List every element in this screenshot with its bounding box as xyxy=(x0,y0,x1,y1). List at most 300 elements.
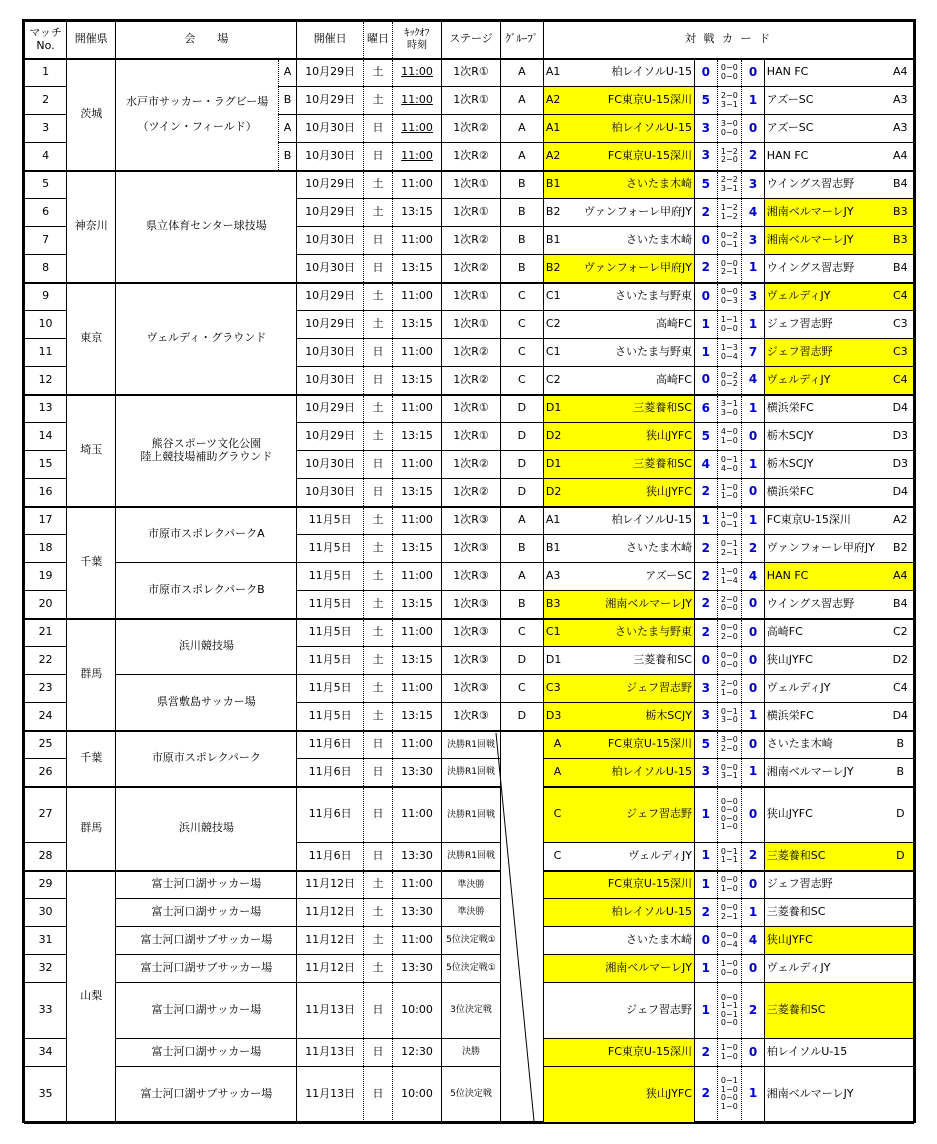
prefecture-cell: 東京 xyxy=(67,283,116,395)
home-score: 2 xyxy=(694,619,717,647)
away-seed: D4 xyxy=(888,479,914,507)
home-score: 3 xyxy=(694,759,717,787)
match-number: 22 xyxy=(25,647,67,675)
kickoff-cell: 13:15 xyxy=(392,703,441,731)
table-row xyxy=(25,675,914,703)
day-cell: 土 xyxy=(364,563,393,591)
venue-cell: 浜川競技場 xyxy=(116,619,297,675)
half-score: 0−0 xyxy=(720,796,738,806)
half-score: 0−0 xyxy=(720,258,738,268)
stage-cell: 1次R③ xyxy=(442,703,501,731)
half-scores xyxy=(717,619,742,647)
home-team: ジェフ習志野 xyxy=(571,675,694,703)
half-score: 2−0 xyxy=(720,91,738,101)
match-number: 4 xyxy=(25,143,67,171)
half-score: 3−0 xyxy=(720,407,738,417)
away-seed: C3 xyxy=(888,311,914,339)
home-seed: D2 xyxy=(543,423,571,451)
home-seed: C2 xyxy=(543,367,571,395)
stage-cell: 1次R② xyxy=(442,143,501,171)
kickoff-cell: 11:00 xyxy=(392,283,441,311)
half-score: 3−1 xyxy=(720,99,738,109)
away-team: 狭山JYFC xyxy=(764,787,887,843)
home-team: 高崎FC xyxy=(571,311,694,339)
date-cell: 10月30日 xyxy=(297,115,364,143)
home-team: 柏レイソルU-15 xyxy=(571,899,694,927)
home-seed: A2 xyxy=(543,87,571,115)
half-score: 1−1 xyxy=(720,855,738,865)
field-cell: B xyxy=(278,143,296,171)
venue-cell: 市原市スポレクパークB xyxy=(116,563,297,619)
half-score: 0−0 xyxy=(720,992,738,1002)
away-seed xyxy=(888,1067,914,1123)
half-score: 0−1 xyxy=(720,1076,738,1086)
day-cell: 土 xyxy=(364,647,393,675)
date-cell: 11月5日 xyxy=(297,591,364,619)
home-score: 1 xyxy=(694,507,717,535)
half-score: 3−1 xyxy=(720,183,738,193)
table-row xyxy=(25,1067,914,1123)
kickoff-cell: 13:15 xyxy=(392,535,441,563)
home-seed: A xyxy=(543,731,571,759)
date-cell: 11月5日 xyxy=(297,563,364,591)
half-score: 0−0 xyxy=(720,651,738,661)
stage-cell: 1次R③ xyxy=(442,647,501,675)
venue-cell: 水戸市サッカー・ラグビー場 （ツイン・フィールド） xyxy=(116,59,278,171)
home-seed: C3 xyxy=(543,675,571,703)
away-score: 0 xyxy=(742,787,765,843)
away-team: ヴァンフォーレ甲府JY xyxy=(764,535,887,563)
half-score: 1−0 xyxy=(720,959,738,969)
home-seed xyxy=(543,983,571,1039)
home-score: 2 xyxy=(694,899,717,927)
half-score: 1−0 xyxy=(720,687,738,697)
day-cell: 土 xyxy=(364,507,393,535)
stage-cell: 準決勝 xyxy=(442,871,501,899)
match-number: 18 xyxy=(25,535,67,563)
away-score: 0 xyxy=(742,423,765,451)
home-team: さいたま木崎 xyxy=(571,535,694,563)
half-score: 1−0 xyxy=(720,482,738,492)
away-team: 狭山JYFC xyxy=(764,647,887,675)
home-team: FC東京U-15深川 xyxy=(571,871,694,899)
half-score: 0−1 xyxy=(720,1009,738,1019)
away-seed: A3 xyxy=(888,87,914,115)
half-score: 2−0 xyxy=(720,155,738,165)
match-number: 17 xyxy=(25,507,67,535)
match-number: 26 xyxy=(25,759,67,787)
date-cell: 11月5日 xyxy=(297,507,364,535)
field-cell: A xyxy=(278,115,296,143)
away-score: 1 xyxy=(742,703,765,731)
kickoff-cell: 11:00 xyxy=(392,927,441,955)
match-number: 27 xyxy=(25,787,67,843)
home-seed: A1 xyxy=(543,507,571,535)
half-score: 1−1 xyxy=(720,1001,738,1011)
away-seed: D4 xyxy=(888,703,914,731)
half-scores xyxy=(717,59,742,87)
header-match-no: マッチ No. xyxy=(25,22,67,59)
schedule-sheet xyxy=(22,19,916,1123)
venue-cell: 富士河口湖サブサッカー場 xyxy=(116,955,297,983)
away-team: 柏レイソルU-15 xyxy=(764,1039,887,1067)
away-team: 三菱養和SC xyxy=(764,843,887,871)
away-team: FC東京U-15深川 xyxy=(764,507,887,535)
date-cell: 11月5日 xyxy=(297,703,364,731)
home-score: 2 xyxy=(694,199,717,227)
away-score: 0 xyxy=(742,647,765,675)
match-number: 35 xyxy=(25,1067,67,1123)
half-score: 3−0 xyxy=(720,119,738,129)
away-score: 3 xyxy=(742,171,765,199)
half-score: 0−3 xyxy=(720,295,738,305)
half-scores xyxy=(717,423,742,451)
home-seed: D3 xyxy=(543,703,571,731)
match-number: 21 xyxy=(25,619,67,647)
home-seed: B2 xyxy=(543,255,571,283)
home-score: 2 xyxy=(694,255,717,283)
day-cell: 日 xyxy=(364,227,393,255)
group-cell: B xyxy=(500,171,543,199)
away-seed: B3 xyxy=(888,199,914,227)
group-cell: A xyxy=(500,143,543,171)
match-number: 23 xyxy=(25,675,67,703)
date-cell: 10月30日 xyxy=(297,451,364,479)
home-team: 柏レイソルU-15 xyxy=(571,759,694,787)
half-score: 1−0 xyxy=(720,1051,738,1061)
half-scores xyxy=(717,283,742,311)
home-score: 2 xyxy=(694,563,717,591)
half-score: 1−0 xyxy=(720,883,738,893)
half-score: 4−0 xyxy=(720,463,738,473)
date-cell: 11月13日 xyxy=(297,1039,364,1067)
away-team: ジェフ習志野 xyxy=(764,339,887,367)
kickoff-cell: 11:00 xyxy=(392,871,441,899)
group-cell: D xyxy=(500,423,543,451)
home-seed: C2 xyxy=(543,311,571,339)
match-number: 1 xyxy=(25,59,67,87)
stage-cell: 決勝R1回戦 xyxy=(442,843,501,871)
home-score: 0 xyxy=(694,647,717,675)
day-cell: 土 xyxy=(364,871,393,899)
date-cell: 10月29日 xyxy=(297,395,364,423)
home-score: 0 xyxy=(694,927,717,955)
away-team: 高崎FC xyxy=(764,619,887,647)
venue-cell: 富士河口湖サッカー場 xyxy=(116,983,297,1039)
away-score: 1 xyxy=(742,255,765,283)
away-team: 三菱養和SC xyxy=(764,983,887,1039)
half-score: 1−0 xyxy=(720,1101,738,1111)
away-team: ウイングス習志野 xyxy=(764,255,887,283)
match-number: 2 xyxy=(25,87,67,115)
stage-cell: 1次R③ xyxy=(442,675,501,703)
day-cell: 土 xyxy=(364,535,393,563)
half-scores xyxy=(717,115,742,143)
table-row xyxy=(25,563,914,591)
home-team: 狭山JYFC xyxy=(571,423,694,451)
stage-cell: 1次R② xyxy=(442,451,501,479)
home-seed: B1 xyxy=(543,171,571,199)
half-scores xyxy=(717,871,742,899)
home-seed: D1 xyxy=(543,451,571,479)
venue-cell: 県営敷島サッカー場 xyxy=(116,675,297,731)
day-cell: 土 xyxy=(364,899,393,927)
half-score: 0−1 xyxy=(720,519,738,529)
group-cell: C xyxy=(500,367,543,395)
half-score: 2−0 xyxy=(720,594,738,604)
kickoff-cell: 11:00 xyxy=(392,59,441,87)
away-score: 0 xyxy=(742,1039,765,1067)
half-scores xyxy=(717,143,742,171)
half-scores xyxy=(717,367,742,395)
away-score: 1 xyxy=(742,1067,765,1123)
date-cell: 10月29日 xyxy=(297,171,364,199)
half-score: 1−0 xyxy=(720,1043,738,1053)
half-scores xyxy=(717,395,742,423)
header-row xyxy=(25,22,914,59)
home-score: 1 xyxy=(694,871,717,899)
match-number: 16 xyxy=(25,479,67,507)
away-score: 4 xyxy=(742,927,765,955)
half-score: 1−2 xyxy=(720,146,738,156)
kickoff-cell: 10:00 xyxy=(392,983,441,1039)
date-cell: 10月29日 xyxy=(297,423,364,451)
kickoff-cell: 13:15 xyxy=(392,367,441,395)
date-cell: 11月6日 xyxy=(297,843,364,871)
group-cell: C xyxy=(500,283,543,311)
match-number: 24 xyxy=(25,703,67,731)
match-number: 15 xyxy=(25,451,67,479)
table-row xyxy=(25,787,914,843)
kickoff-cell: 11:00 xyxy=(392,143,441,171)
day-cell: 日 xyxy=(364,787,393,843)
stage-cell: 1次R① xyxy=(442,311,501,339)
home-team: さいたま与野東 xyxy=(571,619,694,647)
table-row xyxy=(25,927,914,955)
away-seed: D xyxy=(888,787,914,843)
home-seed xyxy=(543,1039,571,1067)
home-score: 5 xyxy=(694,731,717,759)
kickoff-cell: 11:00 xyxy=(392,339,441,367)
away-score: 0 xyxy=(742,59,765,87)
match-number: 14 xyxy=(25,423,67,451)
home-team: さいたま木崎 xyxy=(571,227,694,255)
away-score: 1 xyxy=(742,395,765,423)
kickoff-cell: 13:15 xyxy=(392,591,441,619)
half-score: 0−1 xyxy=(720,706,738,716)
half-scores xyxy=(717,87,742,115)
away-seed: D xyxy=(888,843,914,871)
away-team: 横浜栄FC xyxy=(764,479,887,507)
date-cell: 11月6日 xyxy=(297,759,364,787)
half-score: 0−0 xyxy=(720,875,738,885)
half-score: 2−2 xyxy=(720,175,738,185)
date-cell: 11月13日 xyxy=(297,983,364,1039)
stage-cell: 1次R① xyxy=(442,283,501,311)
day-cell: 土 xyxy=(364,591,393,619)
half-scores xyxy=(717,983,742,1039)
home-score: 2 xyxy=(694,479,717,507)
away-score: 0 xyxy=(742,115,765,143)
home-score: 5 xyxy=(694,171,717,199)
home-seed: B3 xyxy=(543,591,571,619)
kickoff-cell: 10:00 xyxy=(392,1067,441,1123)
half-score: 1−0 xyxy=(720,435,738,445)
day-cell: 日 xyxy=(364,143,393,171)
match-number: 19 xyxy=(25,563,67,591)
home-seed xyxy=(543,871,571,899)
kickoff-cell: 11:00 xyxy=(392,731,441,759)
half-score: 0−0 xyxy=(720,1093,738,1103)
match-number: 20 xyxy=(25,591,67,619)
away-seed: C4 xyxy=(888,675,914,703)
away-team: HAN FC xyxy=(764,143,887,171)
kickoff-cell: 11:00 xyxy=(392,563,441,591)
table-row xyxy=(25,59,914,87)
date-cell: 11月13日 xyxy=(297,1067,364,1123)
half-score: 0−0 xyxy=(720,903,738,913)
away-seed: A3 xyxy=(888,115,914,143)
header-date: 開催日 xyxy=(297,22,364,59)
home-seed xyxy=(543,927,571,955)
stage-cell: 決勝R1回戦 xyxy=(442,731,501,759)
away-team: 湘南ベルマーレJY xyxy=(764,759,887,787)
away-score: 0 xyxy=(742,619,765,647)
stage-cell: 1次R① xyxy=(442,59,501,87)
half-score: 0−0 xyxy=(720,805,738,815)
date-cell: 10月30日 xyxy=(297,479,364,507)
match-schedule-table xyxy=(24,21,914,1124)
kickoff-cell: 11:00 xyxy=(392,787,441,843)
kickoff-cell: 13:15 xyxy=(392,423,441,451)
stage-cell: 準決勝 xyxy=(442,899,501,927)
home-seed: A3 xyxy=(543,563,571,591)
day-cell: 土 xyxy=(364,283,393,311)
home-team: 栃木SCJY xyxy=(571,703,694,731)
home-score: 0 xyxy=(694,227,717,255)
half-score: 1−0 xyxy=(720,1084,738,1094)
stage-cell: 決勝R1回戦 xyxy=(442,759,501,787)
home-score: 3 xyxy=(694,143,717,171)
away-score: 3 xyxy=(742,227,765,255)
away-seed: D3 xyxy=(888,423,914,451)
table-row xyxy=(25,507,914,535)
half-scores xyxy=(717,787,742,843)
away-score: 1 xyxy=(742,451,765,479)
half-score: 0−0 xyxy=(720,287,738,297)
home-team: 三菱養和SC xyxy=(571,395,694,423)
away-seed: B2 xyxy=(888,535,914,563)
header-match-card: 対 戦 カ ー ド xyxy=(543,22,913,59)
away-score: 1 xyxy=(742,507,765,535)
stage-cell: 1次R② xyxy=(442,227,501,255)
header-stage: ステージ xyxy=(442,22,501,59)
home-team: 三菱養和SC xyxy=(571,451,694,479)
day-cell: 日 xyxy=(364,1067,393,1123)
away-team: ウイングス習志野 xyxy=(764,171,887,199)
group-cell: B xyxy=(500,227,543,255)
home-team: 高崎FC xyxy=(571,367,694,395)
away-team: HAN FC xyxy=(764,563,887,591)
prefecture-cell: 千葉 xyxy=(67,731,116,787)
home-team: 湘南ベルマーレJY xyxy=(571,591,694,619)
stage-cell: 決勝 xyxy=(442,1039,501,1067)
away-seed: A4 xyxy=(888,563,914,591)
half-score: 1−0 xyxy=(720,822,738,832)
stage-cell: 1次R③ xyxy=(442,619,501,647)
match-number: 8 xyxy=(25,255,67,283)
home-seed: D2 xyxy=(543,479,571,507)
field-cell: B xyxy=(278,87,296,115)
date-cell: 11月5日 xyxy=(297,535,364,563)
away-seed: D3 xyxy=(888,451,914,479)
group-cell: A xyxy=(500,563,543,591)
home-seed: A1 xyxy=(543,59,571,87)
home-team: FC東京U-15深川 xyxy=(571,143,694,171)
home-score: 1 xyxy=(694,983,717,1039)
half-score: 1−3 xyxy=(720,343,738,353)
half-score: 1−0 xyxy=(720,567,738,577)
date-cell: 11月5日 xyxy=(297,619,364,647)
prefecture-cell: 山梨 xyxy=(67,871,116,1123)
stage-cell: 1次R② xyxy=(442,255,501,283)
header-venue: 会 場 xyxy=(116,22,297,59)
stage-cell: 1次R② xyxy=(442,339,501,367)
away-team: 三菱養和SC xyxy=(764,899,887,927)
match-number: 31 xyxy=(25,927,67,955)
date-cell: 10月29日 xyxy=(297,87,364,115)
match-number: 30 xyxy=(25,899,67,927)
away-team: ヴェルディJY xyxy=(764,367,887,395)
table-row xyxy=(25,619,914,647)
group-cell: D xyxy=(500,703,543,731)
day-cell: 日 xyxy=(364,255,393,283)
group-cell: C xyxy=(500,675,543,703)
away-seed: B4 xyxy=(888,591,914,619)
half-scores xyxy=(717,927,742,955)
day-cell: 土 xyxy=(364,927,393,955)
day-cell: 日 xyxy=(364,983,393,1039)
away-score: 4 xyxy=(742,563,765,591)
group-cell: D xyxy=(500,647,543,675)
home-score: 1 xyxy=(694,955,717,983)
half-score: 0−1 xyxy=(720,539,738,549)
kickoff-cell: 11:00 xyxy=(392,675,441,703)
prefecture-cell: 群馬 xyxy=(67,787,116,871)
away-score: 0 xyxy=(742,955,765,983)
half-score: 2−1 xyxy=(720,267,738,277)
home-team: 柏レイソルU-15 xyxy=(571,507,694,535)
home-seed: B1 xyxy=(543,535,571,563)
group-cell: B xyxy=(500,535,543,563)
half-scores xyxy=(717,507,742,535)
away-team: ウイングス習志野 xyxy=(764,591,887,619)
table-row xyxy=(25,283,914,311)
date-cell: 11月12日 xyxy=(297,871,364,899)
away-score: 1 xyxy=(742,759,765,787)
away-seed: D2 xyxy=(888,647,914,675)
half-score: 0−1 xyxy=(720,455,738,465)
home-score: 0 xyxy=(694,59,717,87)
home-team: さいたま木崎 xyxy=(571,927,694,955)
away-seed: D4 xyxy=(888,395,914,423)
group-cell: A xyxy=(500,87,543,115)
date-cell: 11月5日 xyxy=(297,647,364,675)
date-cell: 10月30日 xyxy=(297,367,364,395)
home-score: 5 xyxy=(694,423,717,451)
half-score: 2−1 xyxy=(720,911,738,921)
half-scores xyxy=(717,479,742,507)
